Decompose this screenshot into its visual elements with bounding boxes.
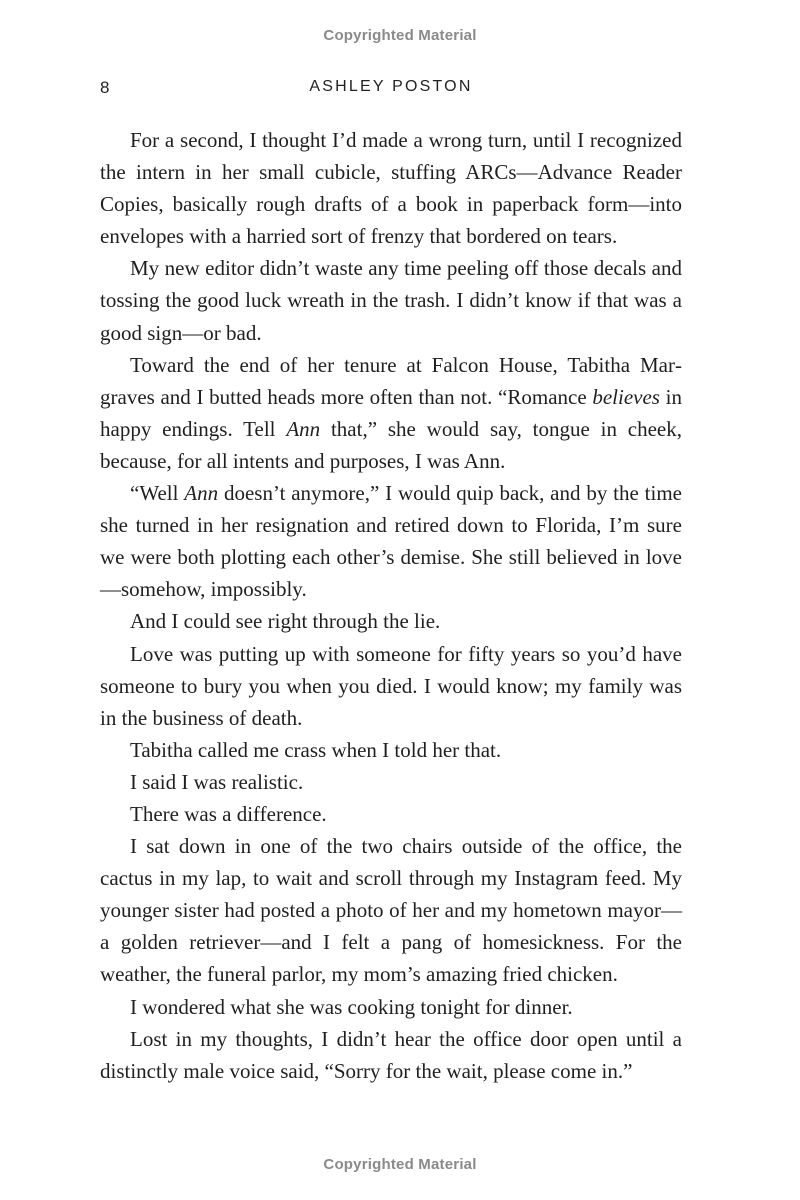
paragraph-9: There was a difference. (130, 801, 327, 826)
paragraph-3-italic-ann: Ann (286, 416, 321, 441)
paragraph-4-italic-ann: Ann (184, 481, 219, 506)
page-number: 8 (100, 78, 110, 97)
paragraph-10: I sat down in one of the two chairs outside of the office, the cactus in my lap, to wait and scroll through my Instagram feed. My younger sister had posted a photo of her and my hometown mayor—a golden retriever—and I felt a pang of homesickness. For the weather, the funeral parlor, my mom’s amazing fried chicken. (100, 834, 682, 987)
paragraph-7: Tabitha called me crass when I told her that. (130, 737, 502, 762)
paragraph-4 (100, 477, 682, 605)
paragraph-11: I wondered what she was cooking tonight for dinner. (130, 994, 573, 1019)
paragraph-12: Lost in my thoughts, I didn’t hear the office door open until a distinctly male voice said, “Sorry for the wait, please come in.” (100, 1026, 682, 1083)
paragraph-3-italic-believes: believes (592, 384, 660, 409)
paragraph-3 (100, 349, 682, 477)
author-name: ASHLEY POSTON (309, 78, 473, 95)
body-text (100, 124, 682, 1087)
paragraph-3-text-c: in happy endings. Tell (100, 384, 682, 441)
paragraph-1: For a second, I thought I’d made a wrong turn, until I recognized the intern in her small cubicle, stuffing ARCs—Advance Reader Copies, basically rough drafts of a book in paperback form—into envelopes with a harried sort of frenzy that bordered on tears. (100, 128, 682, 249)
running-head (100, 78, 682, 100)
copyright-watermark-bottom: Copyrighted Material (323, 1156, 477, 1173)
paragraph-8: I said I was realistic. (130, 769, 304, 794)
paragraph-3-text-e: that,” she would say, tongue in cheek, because, for all intents and purposes, I was Ann. (100, 416, 683, 473)
paragraph-2: My new editor didn’t waste any time peeling off those decals and tossing the good luck wreath in the trash. I didn’t know if that was a good sign—or bad. (100, 256, 682, 345)
paragraph-6: Love was putting up with someone for fifty years so you’d have someone to bury you when you died. I would know; my family was in the business of death. (100, 641, 682, 730)
copyright-watermark-top: Copyrighted Material (323, 27, 477, 44)
paragraph-4-text-a: “Well (130, 481, 185, 506)
paragraph-3-text-a: Toward the end of her tenure at Falcon House, Tabitha Margraves and I butted heads more often than not. “Romance (100, 352, 682, 409)
paragraph-4-text-c: doesn’t anymore,” I would quip back, and by the time she turned in her resignation and retired down to Florida, I’m sure we were both plotting each other’s demise. She still believed in love—somehow, impossibly. (100, 481, 682, 602)
paragraph-5: And I could see right through the lie. (130, 609, 441, 634)
